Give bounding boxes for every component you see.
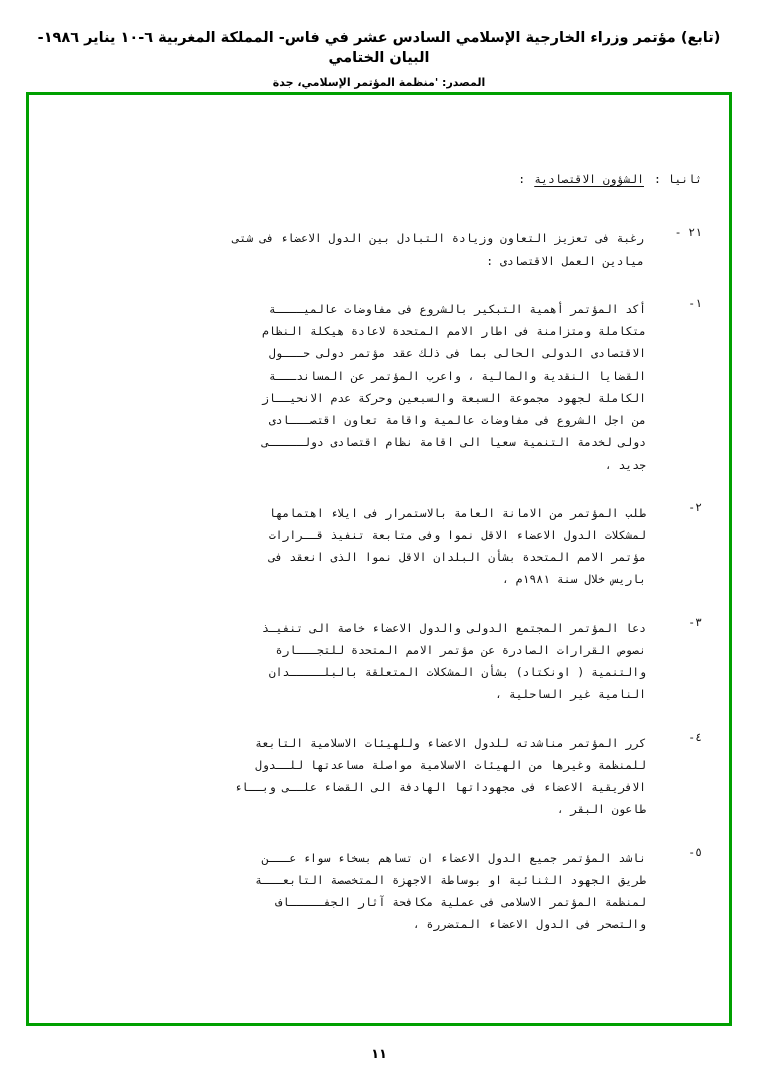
para-line: والتنمية ( اونكتاد) بشأن المشكلات المتعلقة بالبلـــــدان	[268, 665, 646, 680]
para-line: طريق الجهود الثنائية او بوساطة الاجهزة المتخصصة التابعـــة	[255, 872, 646, 887]
para-line: الكاملة لجهود مجموعة السبعة والسبعين وحركة عدم الانحيــاز	[261, 390, 646, 405]
item-body	[56, 847, 656, 936]
item-number: ٣-	[688, 614, 702, 629]
section-heading	[56, 174, 702, 185]
para-line: دعا المؤتمر المجتمع الدولى والدول الاعضاء خاصة الى تنفيـذ	[261, 620, 646, 635]
header-title: (تابع) مؤتمر وزراء الخارجية الإسلامي السادس عشر في فاس- المملكة المغربية ٦-١٠ يناير ١٩٨٦- البيان الختامي	[37, 30, 721, 67]
section-label: ثانيا :	[653, 172, 702, 186]
list-item	[56, 499, 702, 591]
para-line: طلب المؤتمر من الامانة العامة بالاستمرار فى ايلاء اهتمامها	[268, 505, 646, 520]
section-colon: :	[518, 172, 527, 186]
item-body	[56, 617, 656, 706]
item-number: ٢-	[688, 499, 702, 514]
item-number: ٤-	[688, 729, 702, 744]
para-line: متكاملة ومتزامنة فى اطار الامم المتحدة لاعادة هيكلة النظام	[261, 324, 646, 339]
para-line: ميادين العمل الاقتصادى :	[486, 253, 644, 268]
list-item	[56, 844, 702, 936]
para-line: رغبة فى تعزيز التعاون وزيادة التبادل بين الدول الاعضاء فى شتى	[232, 231, 644, 246]
list-item	[56, 614, 702, 706]
para-line: والتصحر فى الدول الاعضاء المتضررة ،	[412, 917, 646, 932]
para-line: باريس خلال سنة ١٩٨١م ،	[501, 572, 646, 587]
page-header	[0, 0, 758, 89]
para-line: طاعون البقر ،	[556, 802, 646, 817]
para-line: لمنظمة المؤتمر الاسلامى فى عملية مكافحة آثار الجفـــــاف	[275, 895, 646, 910]
para-line: جديد ،	[604, 457, 646, 472]
item-number: ٥-	[688, 844, 702, 859]
intro-paragraph	[56, 227, 702, 271]
item-body	[56, 298, 656, 476]
para-line: دولى لخدمة التنمية سعيا الى اقامة نظام اقتصادى دولـــــى	[261, 435, 646, 450]
para-line: القضايا النقدية والمالية ، واعرب المؤتمر عن المساندـــة	[268, 368, 646, 383]
para-line: مؤتمر الامم المتحدة بشأن البلدان الاقل نموا الذى انعقد فى	[268, 550, 646, 565]
para-line: النامية غير الساحلية ،	[495, 687, 646, 702]
section-title: الشؤون الاقتصادية	[534, 172, 644, 186]
intro-number: ٢١ -	[674, 225, 702, 240]
item-number: ١-	[688, 295, 702, 310]
para-line: الاقتصادى الدولى الحالى بما فى ذلك عقد مؤتمر دولى حـــول	[268, 346, 646, 361]
para-line: كرر المؤتمر مناشدته للدول الاعضاء وللهيئات الاسلامية التابعة	[255, 735, 646, 750]
list-item	[56, 295, 702, 476]
para-line: للمنظمة وغيرها من الهيئات الاسلامية مواصلة مساعدتها للــدول	[255, 757, 646, 772]
item-body	[56, 502, 656, 591]
page-number: ١١	[371, 1047, 387, 1062]
para-line: نصوص القرارات الصادرة عن مؤتمر الامم المتحدة للتجـــارة	[275, 642, 646, 657]
item-body	[56, 732, 656, 821]
intro-body	[56, 227, 656, 271]
para-line: أكد المؤتمر أهمية التبكير بالشروع فى مفاوضات عالميــــة	[268, 301, 646, 316]
para-line: الافريقية الاعضاء فى مجهوداتها الهادفة الى القضاء علــى وبــاء	[234, 780, 646, 795]
list-item	[56, 729, 702, 821]
para-line: ناشد المؤتمر جميع الدول الاعضاء ان تساهم بسخاء سواء عـــن	[261, 850, 646, 865]
header-source: المصدر: 'منظمة المؤتمر الإسلامي، جدة	[272, 75, 486, 89]
document-body	[56, 122, 702, 1008]
para-line: من اجل الشروع فى مفاوضات عالمية واقامة تعاون اقتصـــادى	[268, 413, 646, 428]
para-line: لمشكلات الدول الاعضاء الاقل نموا وفى متابعة تنفيذ قــرارات	[268, 527, 646, 542]
